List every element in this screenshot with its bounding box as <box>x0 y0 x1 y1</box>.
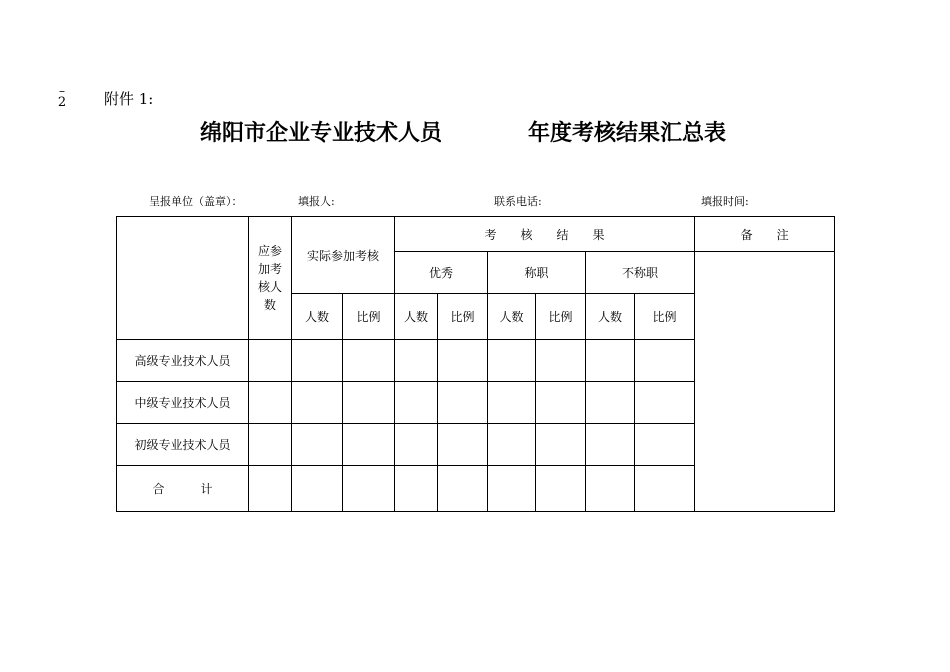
header-results: 考 核 结 果 <box>395 217 695 252</box>
meta-phone: 联系电话: <box>494 195 542 208</box>
row-label: 初级专业技术人员 <box>117 424 249 466</box>
header-excellent-count: 人数 <box>395 294 438 340</box>
header-competent-count: 人数 <box>488 294 536 340</box>
header-should-attend-line: 加考 <box>257 262 282 276</box>
header-excellent: 优秀 <box>395 252 488 294</box>
header-incompetent: 不称职 <box>586 252 695 294</box>
row-label-total: 合 计 <box>117 466 249 512</box>
row-label: 中级专业技术人员 <box>117 382 249 424</box>
title-part-2: 年度考核结果汇总表 <box>528 120 727 146</box>
header-should-attend-line: 应参 <box>257 244 282 258</box>
header-incompetent-count: 人数 <box>586 294 635 340</box>
attachment-label: 附件 1: <box>104 90 154 108</box>
header-should-attend <box>249 217 292 340</box>
title-part-1: 绵阳市企业专业技术人员 <box>200 120 443 146</box>
meta-fill-time: 填报时间: <box>701 195 749 208</box>
header-actual-count: 人数 <box>292 294 343 340</box>
header-excellent-ratio: 比例 <box>438 294 488 340</box>
remarks-cell <box>695 252 835 512</box>
page-number <box>57 82 67 112</box>
header-remarks: 备 注 <box>695 217 835 252</box>
header-actual-attend: 实际参加考核 <box>292 217 395 294</box>
header-competent-ratio: 比例 <box>536 294 586 340</box>
header-should-attend-line: 核人 <box>257 280 282 294</box>
header-corner-cell <box>117 217 249 340</box>
meta-filler: 填报人: <box>298 195 335 208</box>
header-should-attend-line: 数 <box>263 298 276 312</box>
header-actual-ratio: 比例 <box>343 294 395 340</box>
header-competent: 称职 <box>488 252 586 294</box>
row-label: 高级专业技术人员 <box>117 340 249 382</box>
summary-table <box>116 216 835 512</box>
header-incompetent-ratio: 比例 <box>635 294 695 340</box>
page-number-dash: – <box>59 84 65 98</box>
meta-unit: 呈报单位（盖章）： <box>149 195 243 208</box>
page-number-value: 2 <box>57 95 67 110</box>
